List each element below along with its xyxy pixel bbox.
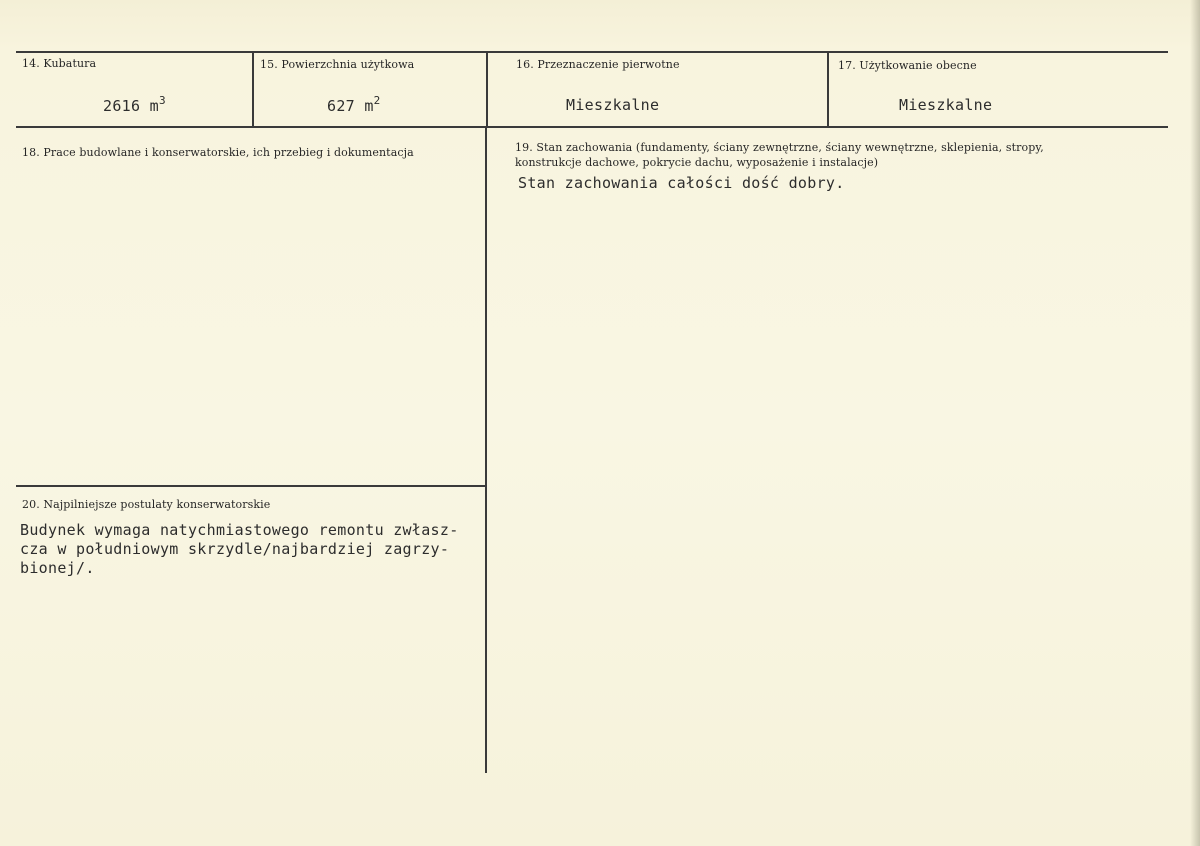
powierzchnia-value: 627 $m^2$ xyxy=(327,94,381,115)
postulaty-label: 20. Najpilniejsze postulaty konserwatorskie xyxy=(22,498,271,511)
section18-bottom-rule xyxy=(16,485,486,487)
prace-label: 18. Prace budowlane i konserwatorskie, ich przebieg i dokumentacja xyxy=(22,146,414,159)
przeznaczenie-label: 16. Przeznaczenie pierwotne xyxy=(516,58,680,71)
row1-bottom-rule xyxy=(16,126,1168,128)
stan-label-line1: 19. Stan zachowania (fundamenty, ściany zewnętrzne, ściany wewnętrzne, sklepienia, stropy, xyxy=(515,141,1044,154)
main-column-divider xyxy=(485,128,487,773)
kubatura-value: 2616 $m^3$ xyxy=(103,94,166,115)
top-rule xyxy=(16,51,1168,53)
powierzchnia-label: 15. Powierzchnia użytkowa xyxy=(260,58,415,71)
divider-14-15 xyxy=(252,51,254,127)
page-edge-shadow xyxy=(1190,0,1200,846)
kubatura-label: 14. Kubatura xyxy=(22,57,97,70)
divider-16-17 xyxy=(827,51,829,127)
uzytkowanie-value: Mieszkalne xyxy=(899,96,993,114)
postulaty-line-2: cza w południowym skrzydle/najbardziej zagrzy- xyxy=(20,540,450,558)
stan-value: Stan zachowania całości dość dobry. xyxy=(518,174,845,192)
przeznaczenie-value: Mieszkalne xyxy=(566,96,660,114)
uzytkowanie-label: 17. Użytkowanie obecne xyxy=(838,59,977,72)
postulaty-line-1: Budynek wymaga natychmiastowego remontu zwłasz- xyxy=(20,521,459,539)
stan-label-line2: konstrukcje dachowe, pokrycie dachu, wyposażenie i instalacje) xyxy=(515,156,879,169)
divider-15-16 xyxy=(486,51,488,127)
kubatura-unit-exponent: 3 xyxy=(159,94,166,107)
powierzchnia-unit-exponent: 2 xyxy=(373,94,381,107)
postulaty-line-3: bionej/. xyxy=(20,559,95,577)
